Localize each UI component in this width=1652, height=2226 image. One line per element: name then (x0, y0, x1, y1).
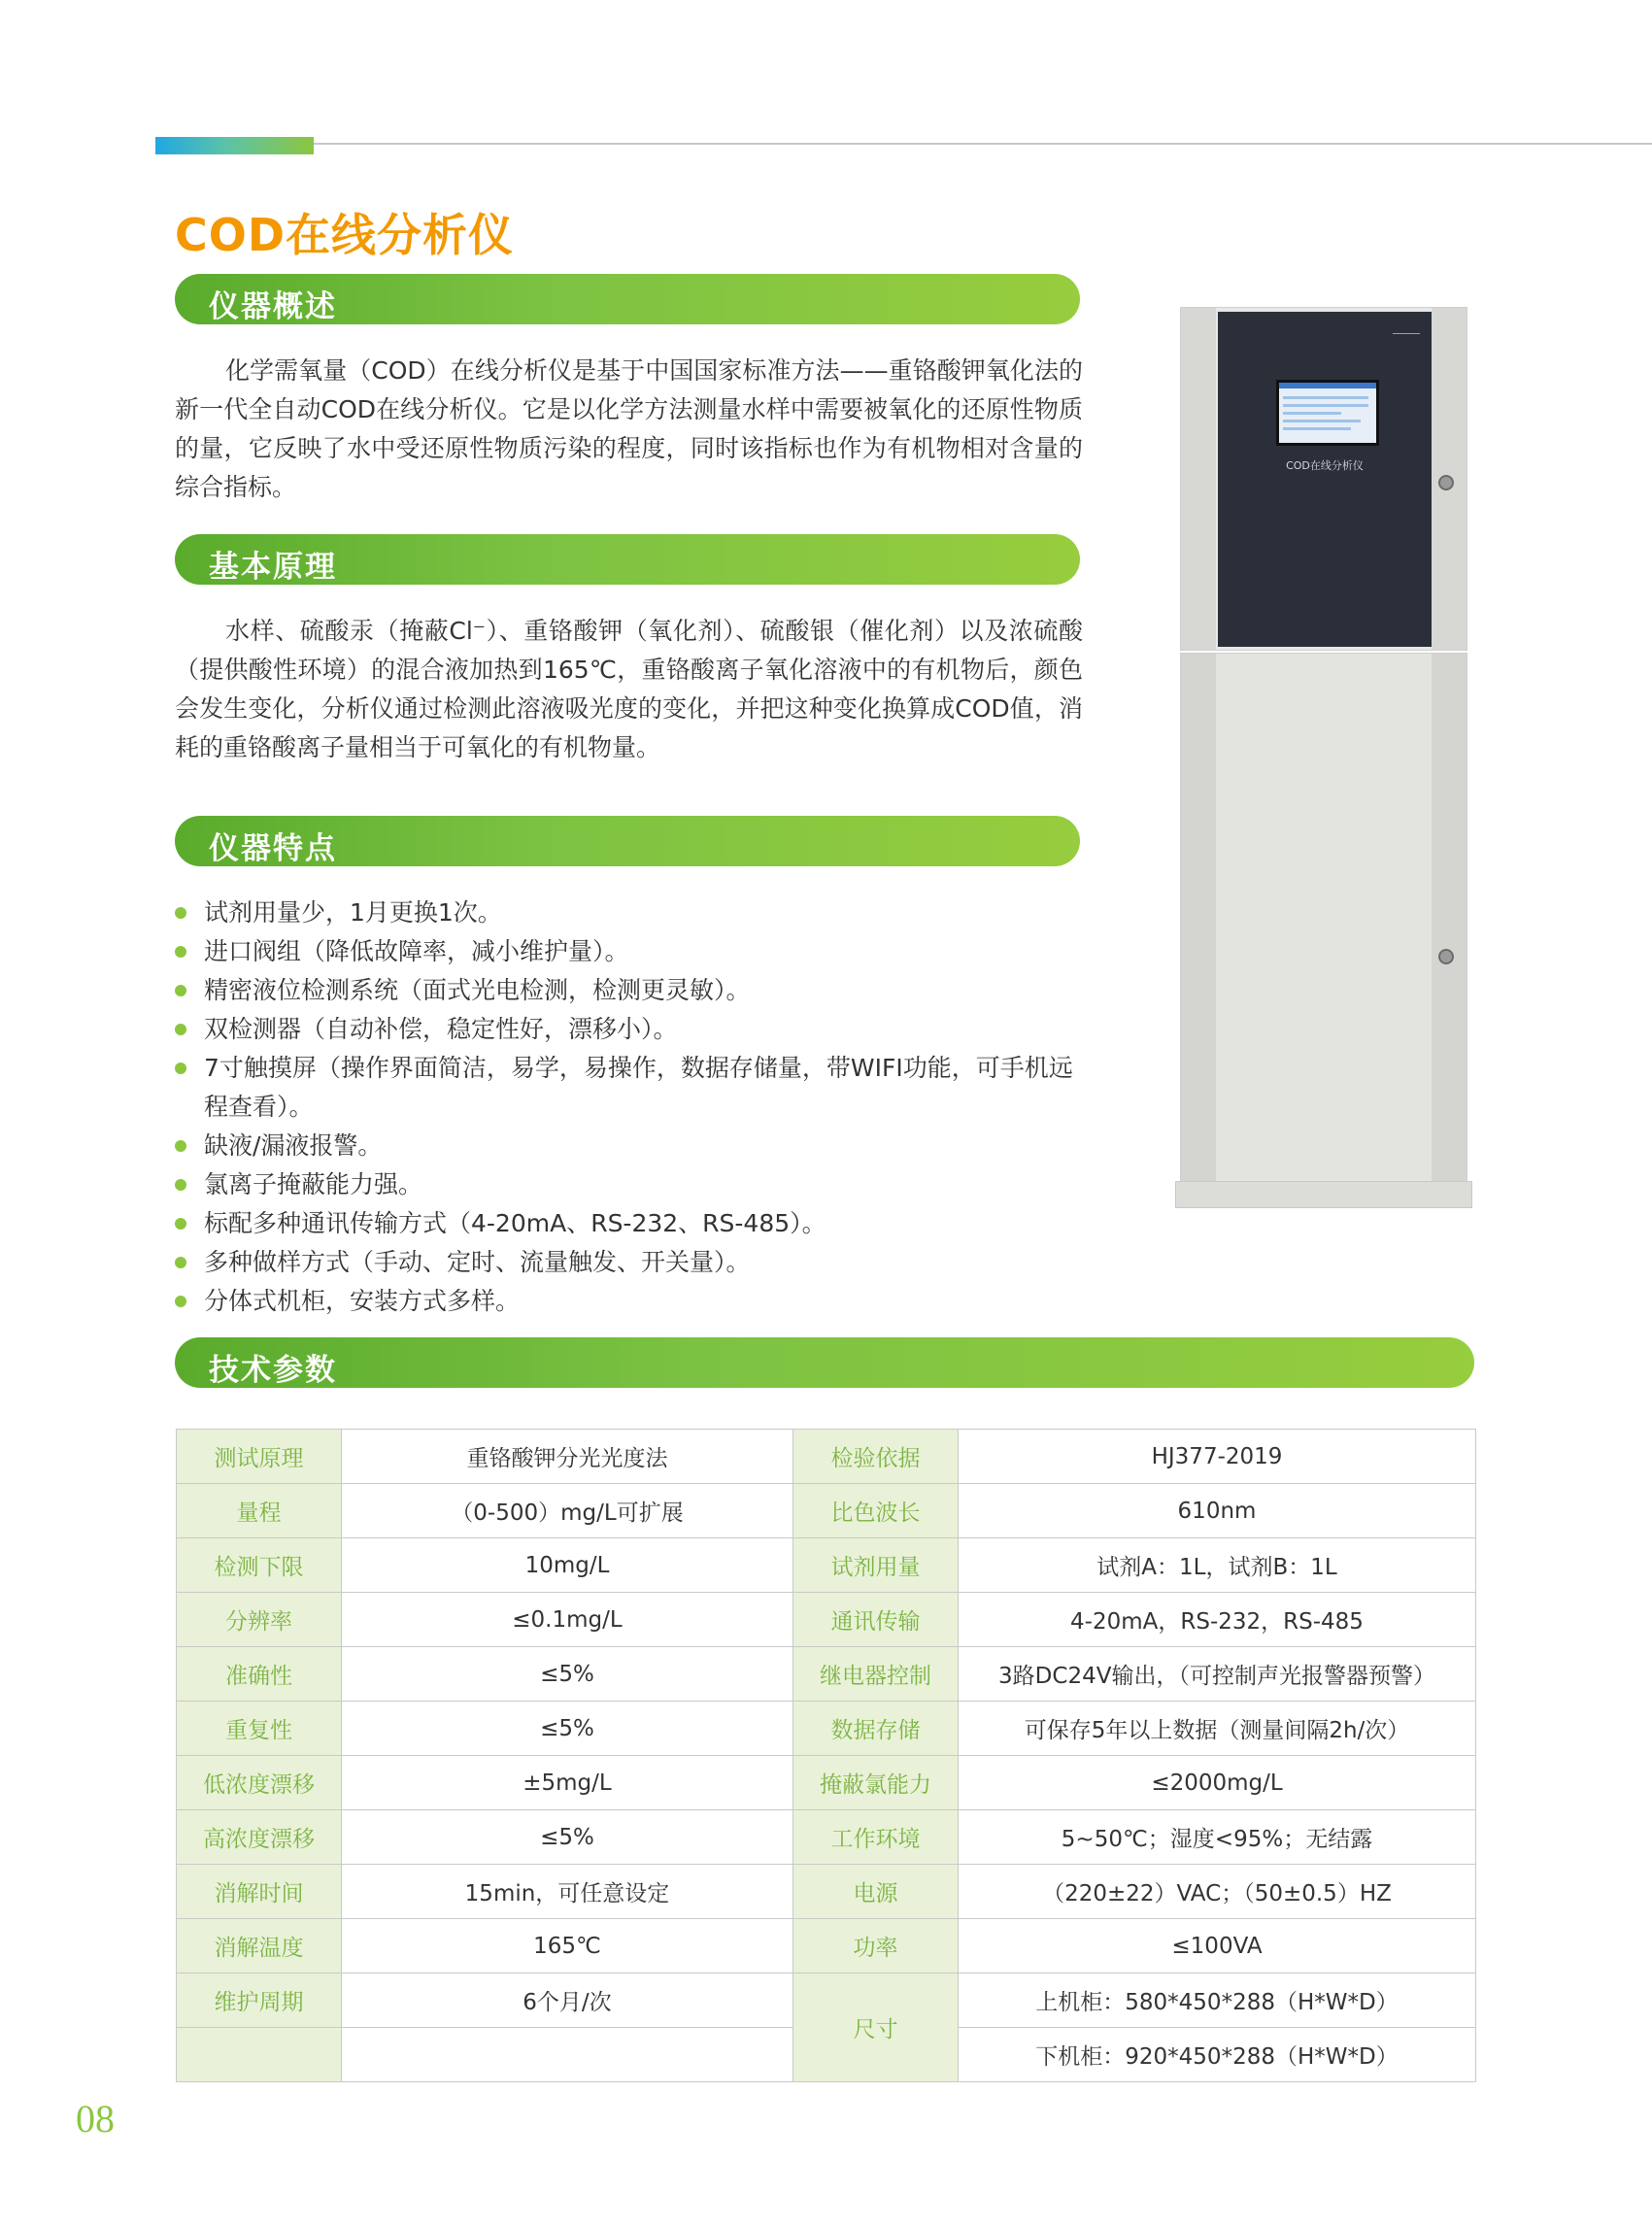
upper-cabinet (1180, 307, 1467, 651)
spec-label: 尺寸 (793, 1973, 959, 2082)
touch-screen-icon (1276, 380, 1379, 446)
list-item: 氯离子掩蔽能力强。 (175, 1165, 1088, 1204)
table-row (177, 1647, 1476, 1702)
table-row (177, 1756, 1476, 1810)
table-row (177, 1593, 1476, 1647)
door-lock-icon (1438, 475, 1454, 490)
list-item: 精密液位检测系统（面式光电检测，检测更灵敏）。 (175, 971, 1088, 1010)
spec-value: 4-20mA，RS-232，RS-485 (959, 1593, 1476, 1647)
spec-label: 重复性 (177, 1702, 342, 1756)
spec-label: 比色波长 (793, 1484, 959, 1538)
spec-label: 功率 (793, 1919, 959, 1973)
cabinet-base (1175, 1181, 1472, 1208)
top-accent-bar (155, 137, 314, 154)
bullet-icon (175, 1062, 186, 1074)
spec-value: ≤2000mg/L (959, 1756, 1476, 1810)
spec-value: ≤5% (342, 1647, 793, 1702)
section-heading: 技术参数 (209, 1353, 337, 1388)
list-item: 进口阀组（降低故障率，减小维护量）。 (175, 932, 1088, 971)
spec-label: 电源 (793, 1865, 959, 1919)
principle-text: 水样、硫酸汞（掩蔽Cl⁻）、重铬酸钾（氧化剂）、硫酸银（催化剂）以及浓硫酸（提供酸性环境）的混合液加热到165℃，重铬酸离子氧化溶液中的有机物后，颜色会发生变化，分析仪通过检测此溶液吸光度的变化，并把这种变化换算成COD值，消耗的重铬酸离子量相当于可氧化的有机物量。 (175, 617, 1083, 761)
spec-value: 3路DC24V输出，（可控制声光报警器预警） (959, 1647, 1476, 1702)
spec-value: 6个月/次 (342, 1973, 793, 2028)
bullet-icon (175, 985, 186, 996)
spec-label: 数据存储 (793, 1702, 959, 1756)
list-item: 试剂用量少，1月更换1次。 (175, 894, 1088, 932)
spec-label (177, 2028, 342, 2082)
spec-value: ≤100VA (959, 1919, 1476, 1973)
spec-value: 上机柜：580*450*288（H*W*D） (959, 1973, 1476, 2028)
spec-label: 通讯传输 (793, 1593, 959, 1647)
spec-value: 下机柜：920*450*288（H*W*D） (959, 2028, 1476, 2082)
table-row (177, 1973, 1476, 2028)
section-heading: 基本原理 (209, 550, 337, 585)
spec-value: ≤5% (342, 1702, 793, 1756)
spec-value (342, 2028, 793, 2082)
list-item: 分体式机柜，安装方式多样。 (175, 1282, 1088, 1321)
bullet-icon (175, 907, 186, 919)
page-title: COD在线分析仪 (175, 209, 515, 261)
spec-label: 掩蔽氯能力 (793, 1756, 959, 1810)
list-item: 7寸触摸屏（操作界面简洁，易学，易操作，数据存储量，带WIFI功能，可手机远程查看）。 (175, 1049, 1088, 1127)
bullet-icon (175, 946, 186, 958)
spec-table (176, 1429, 1476, 2082)
bullet-icon (175, 1296, 186, 1307)
spec-label: 量程 (177, 1484, 342, 1538)
spec-label: 维护周期 (177, 1973, 342, 2028)
spec-value: 15min，可任意设定 (342, 1865, 793, 1919)
spec-label: 高浓度漂移 (177, 1810, 342, 1865)
section-header-principle (175, 534, 1080, 585)
section-header-features (175, 816, 1080, 866)
spec-value: 可保存5年以上数据（测量间隔2h/次） (959, 1702, 1476, 1756)
spec-label: 消解温度 (177, 1919, 342, 1973)
spec-label: 检测下限 (177, 1538, 342, 1593)
section-heading: 仪器特点 (209, 831, 337, 866)
spec-value: 10mg/L (342, 1538, 793, 1593)
section-header-overview (175, 274, 1080, 324)
lower-cabinet (1180, 653, 1467, 1185)
table-row (177, 1702, 1476, 1756)
bullet-icon (175, 1179, 186, 1191)
list-item: 缺液/漏液报警。 (175, 1127, 1088, 1165)
bullet-icon (175, 1024, 186, 1035)
spec-value: ≤5% (342, 1810, 793, 1865)
panel-label: COD在线分析仪 (1286, 459, 1364, 472)
feature-list (175, 894, 1088, 1321)
list-item: 双检测器（自动补偿，稳定性好，漂移小）。 (175, 1010, 1088, 1049)
spec-value: 试剂A：1L，试剂B：1L (959, 1538, 1476, 1593)
bullet-icon (175, 1140, 186, 1152)
brand-logo-icon (1393, 321, 1420, 334)
spec-value: 重铬酸钾分光光度法 (342, 1430, 793, 1484)
table-row (177, 1919, 1476, 1973)
spec-value: ≤0.1mg/L (342, 1593, 793, 1647)
table-row (177, 1430, 1476, 1484)
table-row (177, 1865, 1476, 1919)
list-item: 多种做样方式（手动、定时、流量触发、开关量）。 (175, 1243, 1088, 1282)
spec-label: 继电器控制 (793, 1647, 959, 1702)
spec-label: 试剂用量 (793, 1538, 959, 1593)
product-image (1178, 307, 1469, 1210)
list-item: 标配多种通讯传输方式（4-20mA、RS-232、RS-485）。 (175, 1204, 1088, 1243)
spec-label: 消解时间 (177, 1865, 342, 1919)
spec-value: 5~50℃；湿度<95%；无结露 (959, 1810, 1476, 1865)
spec-value: ±5mg/L (342, 1756, 793, 1810)
top-rule (155, 143, 1652, 145)
spec-label: 工作环境 (793, 1810, 959, 1865)
spec-label: 分辨率 (177, 1593, 342, 1647)
bullet-icon (175, 1218, 186, 1230)
section-header-specs (175, 1337, 1474, 1388)
table-row (177, 1538, 1476, 1593)
spec-value: （220±22）VAC；（50±0.5）HZ (959, 1865, 1476, 1919)
spec-label: 测试原理 (177, 1430, 342, 1484)
spec-label: 低浓度漂移 (177, 1756, 342, 1810)
page-number: 08 (76, 2097, 115, 2141)
spec-value: 610nm (959, 1484, 1476, 1538)
table-row (177, 1810, 1476, 1865)
table-row (177, 1484, 1476, 1538)
spec-label: 准确性 (177, 1647, 342, 1702)
spec-value: （0-500）mg/L可扩展 (342, 1484, 793, 1538)
spec-value: HJ377-2019 (959, 1430, 1476, 1484)
spec-label: 检验依据 (793, 1430, 959, 1484)
bullet-icon (175, 1257, 186, 1268)
door-lock-icon (1438, 949, 1454, 964)
overview-text: 化学需氧量（COD）在线分析仪是基于中国国家标准方法——重铬酸钾氧化法的新一代全自动COD在线分析仪。它是以化学方法测量水样中需要被氧化的还原性物质的量，它反映了水中受还原性物质污染的程度，同时该指标也作为有机物相对含量的综合指标。 (175, 356, 1083, 501)
section-heading: 仪器概述 (209, 289, 337, 324)
spec-value: 165℃ (342, 1919, 793, 1973)
control-panel (1218, 312, 1432, 647)
